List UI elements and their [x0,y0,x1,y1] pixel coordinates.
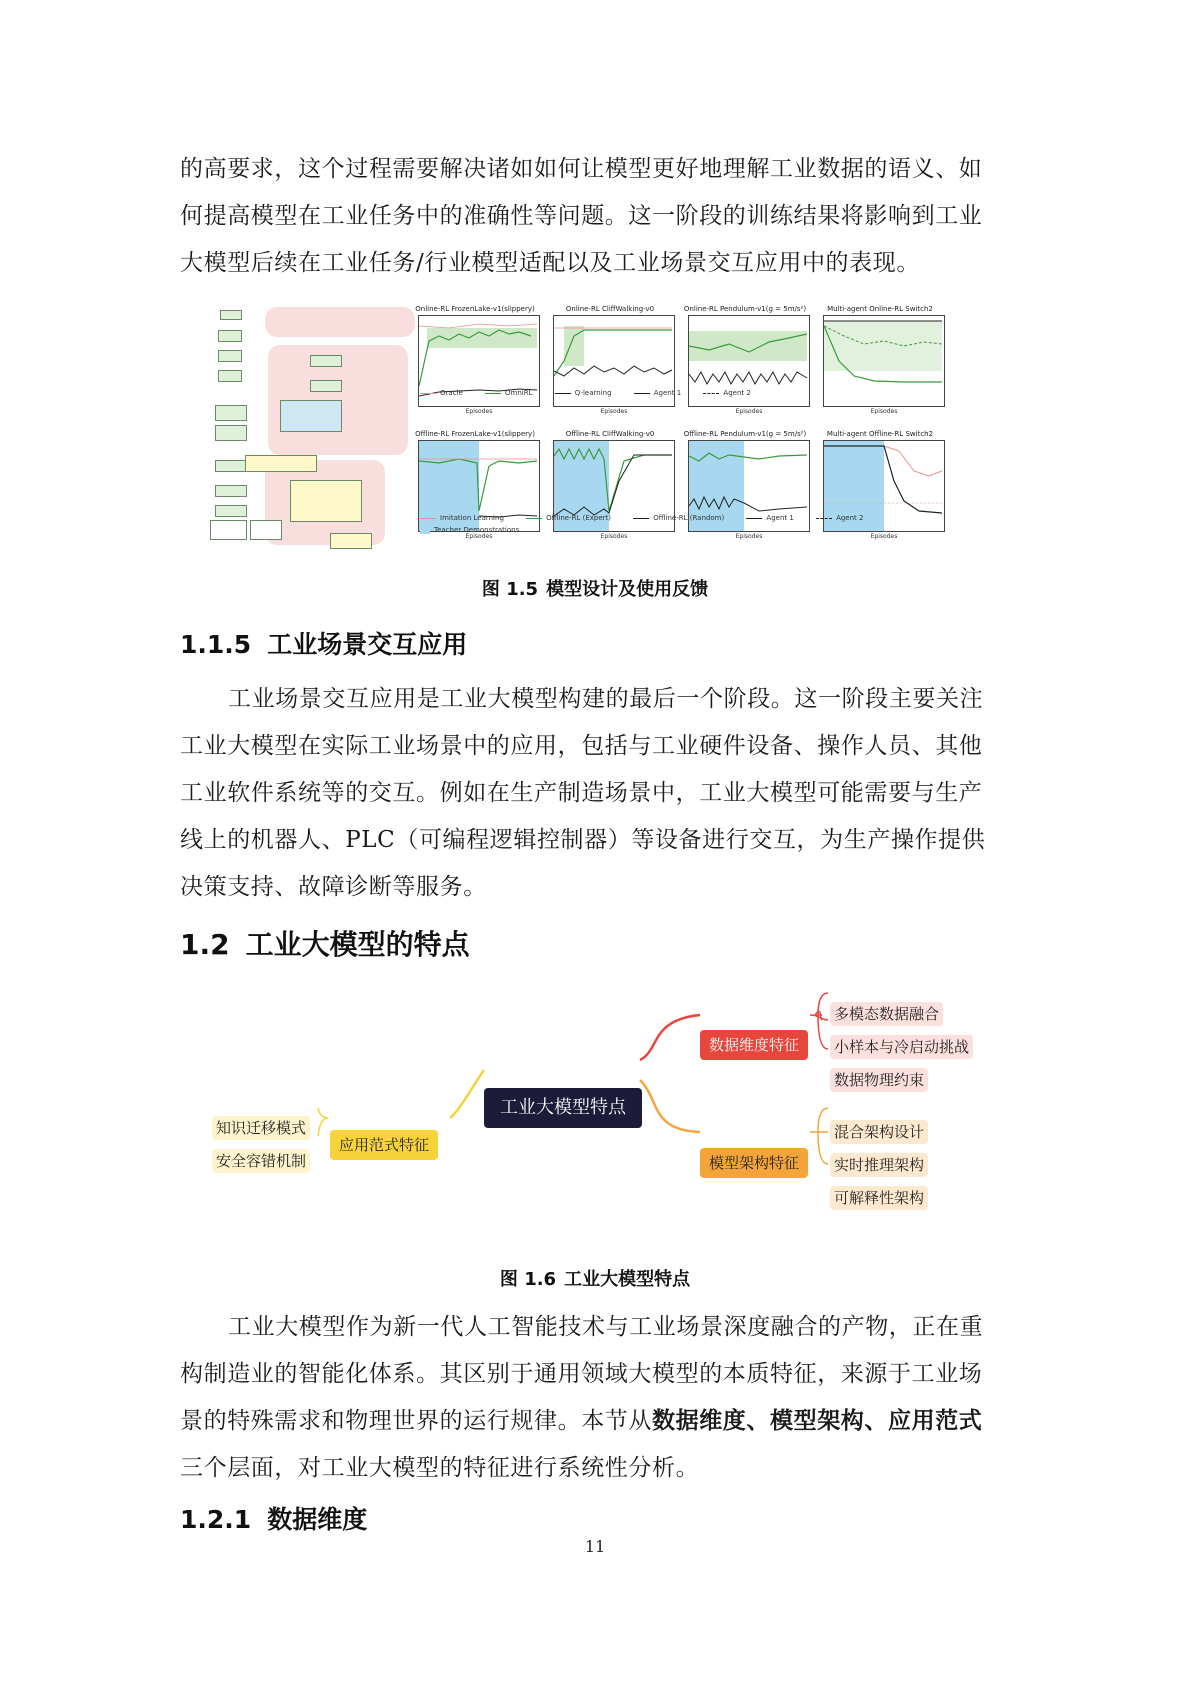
section-heading [180,928,470,962]
section-heading [180,628,467,662]
chart-title: Offline-RL FrozenLake-v1(slippery) [415,430,535,438]
mindmap-leaf: 多模态数据融合 [830,1002,943,1026]
text-line: 工业场景交互应用是工业大模型构建的最后一个阶段。这一阶段主要关注 [228,686,984,712]
mindmap-branch-application: 应用范式特征 [330,1130,438,1160]
text-line: 工业大模型作为新一代人工智能技术与工业场景深度融合的产物，正在重 [228,1314,984,1340]
x-axis-label: Episodes [600,408,628,415]
legend-item: Q-learning [555,387,612,399]
section-number: 1.2 [180,928,230,961]
section-number: 1.1.5 [180,630,252,659]
legend-item: Offline-RL (Random) [633,512,724,524]
chart-panel [410,305,540,420]
emphasis-text: 数据维度、模型架构、应用范式 [652,1408,983,1434]
legend-item: Agent 2 [703,387,750,399]
legend-item: Imitation Learning [420,512,504,524]
text-line: 构制造业的智能化体系。其区别于通用领域大模型的本质特征，来源于工业场 [180,1361,983,1387]
chart-legend [420,387,995,399]
section-number: 1.2.1 [180,1505,252,1534]
mindmap-leaf: 实时推理架构 [830,1153,928,1177]
section-title: 工业大模型的特点 [245,928,470,961]
figure-caption [0,1268,1190,1292]
mindmap-leaf: 小样本与冷启动挑战 [830,1035,973,1059]
section-title: 工业场景交互应用 [267,630,468,659]
text-line: 景的特殊需求和物理世界的运行规律。本节从数据维度、模型架构、应用范式 [180,1408,983,1434]
legend-item: Agent 2 [816,512,863,524]
page-number: 11 [584,1537,606,1556]
mindmap-branch-architecture: 模型架构特征 [700,1148,808,1178]
x-axis-label: Episodes [465,533,493,540]
legend-item: OmniRL [485,387,532,399]
text-line: 线上的机器人、PLC（可编程逻辑控制器）等设备进行交互，为生产操作提供 [180,827,986,853]
chart-panel [680,305,810,420]
caption-number: 图 1.6 [499,1269,557,1290]
section-heading [180,1503,367,1537]
chart-panel [815,430,945,545]
caption-text: 工业大模型特点 [564,1269,691,1290]
architecture-diagram [210,305,415,550]
legend-item: Agent 1 [634,387,681,399]
legend-item: Offline-RL (Expert) [526,512,611,524]
text-line: 工业软件系统等的交互。例如在生产制造场景中，工业大模型可能需要与生产 [180,780,983,806]
legend-item: Oracle [420,387,463,399]
chart-panel [815,305,945,420]
text-line: 工业大模型在实际工业场景中的应用，包括与工业硬件设备、操作人员、其他 [180,733,983,759]
mindmap-leaf: 安全容错机制 [212,1149,310,1173]
mindmap-leaf: 可解释性架构 [830,1186,928,1210]
chart-title: Multi-agent Offline-RL Switch2 [826,430,934,438]
chart-title: Online-RL CliffWalking-v0 [565,305,655,313]
text-line: 的高要求，这个过程需要解决诸如如何让模型更好地理解工业数据的语义、如 [180,156,983,182]
x-axis-label: Episodes [870,408,898,415]
mindmap-branch-data: 数据维度特征 [700,1030,808,1060]
text-line: 何提高模型在工业任务中的准确性等问题。这一阶段的训练结果将影响到工业 [180,203,983,229]
text-line: 大模型后续在工业任务/行业模型适配以及工业场景交互应用中的表现。 [180,250,920,276]
x-axis-label: Episodes [465,408,493,415]
mindmap-center-node: 工业大模型特点 [484,1088,642,1128]
mindmap-figure-1-6 [200,990,990,1220]
mindmap-leaf: 知识迁移模式 [212,1116,310,1140]
chart-title: Online-RL FrozenLake-v1(slippery) [415,305,535,313]
x-axis-label: Episodes [735,533,763,540]
paragraph-intro [180,146,1012,287]
chart-panel [545,430,675,545]
x-axis-label: Episodes [870,533,898,540]
chart-title: Offline-RL Pendulum-v1(g = 5m/s²) [683,430,807,438]
chart-legend [420,512,995,534]
text-line: 决策支持、故障诊断等服务。 [180,874,487,900]
text-line: 三个层面，对工业大模型的特征进行系统性分析。 [180,1455,700,1481]
section-title: 数据维度 [267,1505,368,1534]
caption-number: 图 1.5 [481,579,539,600]
legend-item: Agent 1 [746,512,793,524]
x-axis-label: Episodes [735,408,763,415]
figure-caption [0,578,1190,602]
chart-title: Multi-agent Online-RL Switch2 [827,305,933,313]
chart-panel [545,305,675,420]
mindmap-leaf: 数据物理约束 [830,1068,928,1092]
caption-text: 模型设计及使用反馈 [546,579,709,600]
paragraph-interaction [180,676,1012,911]
x-axis-label: Episodes [600,533,628,540]
legend-item: Teacher Demonstrations [420,524,519,536]
chart-panel [680,430,810,545]
mindmap-leaf: 混合架构设计 [830,1120,928,1144]
chart-title: Offline-RL CliffWalking-v0 [565,430,655,438]
paragraph-characteristics [180,1304,1012,1492]
figure-1-5 [210,305,995,550]
chart-title: Online-RL Pendulum-v1(g = 5m/s²) [683,305,807,313]
